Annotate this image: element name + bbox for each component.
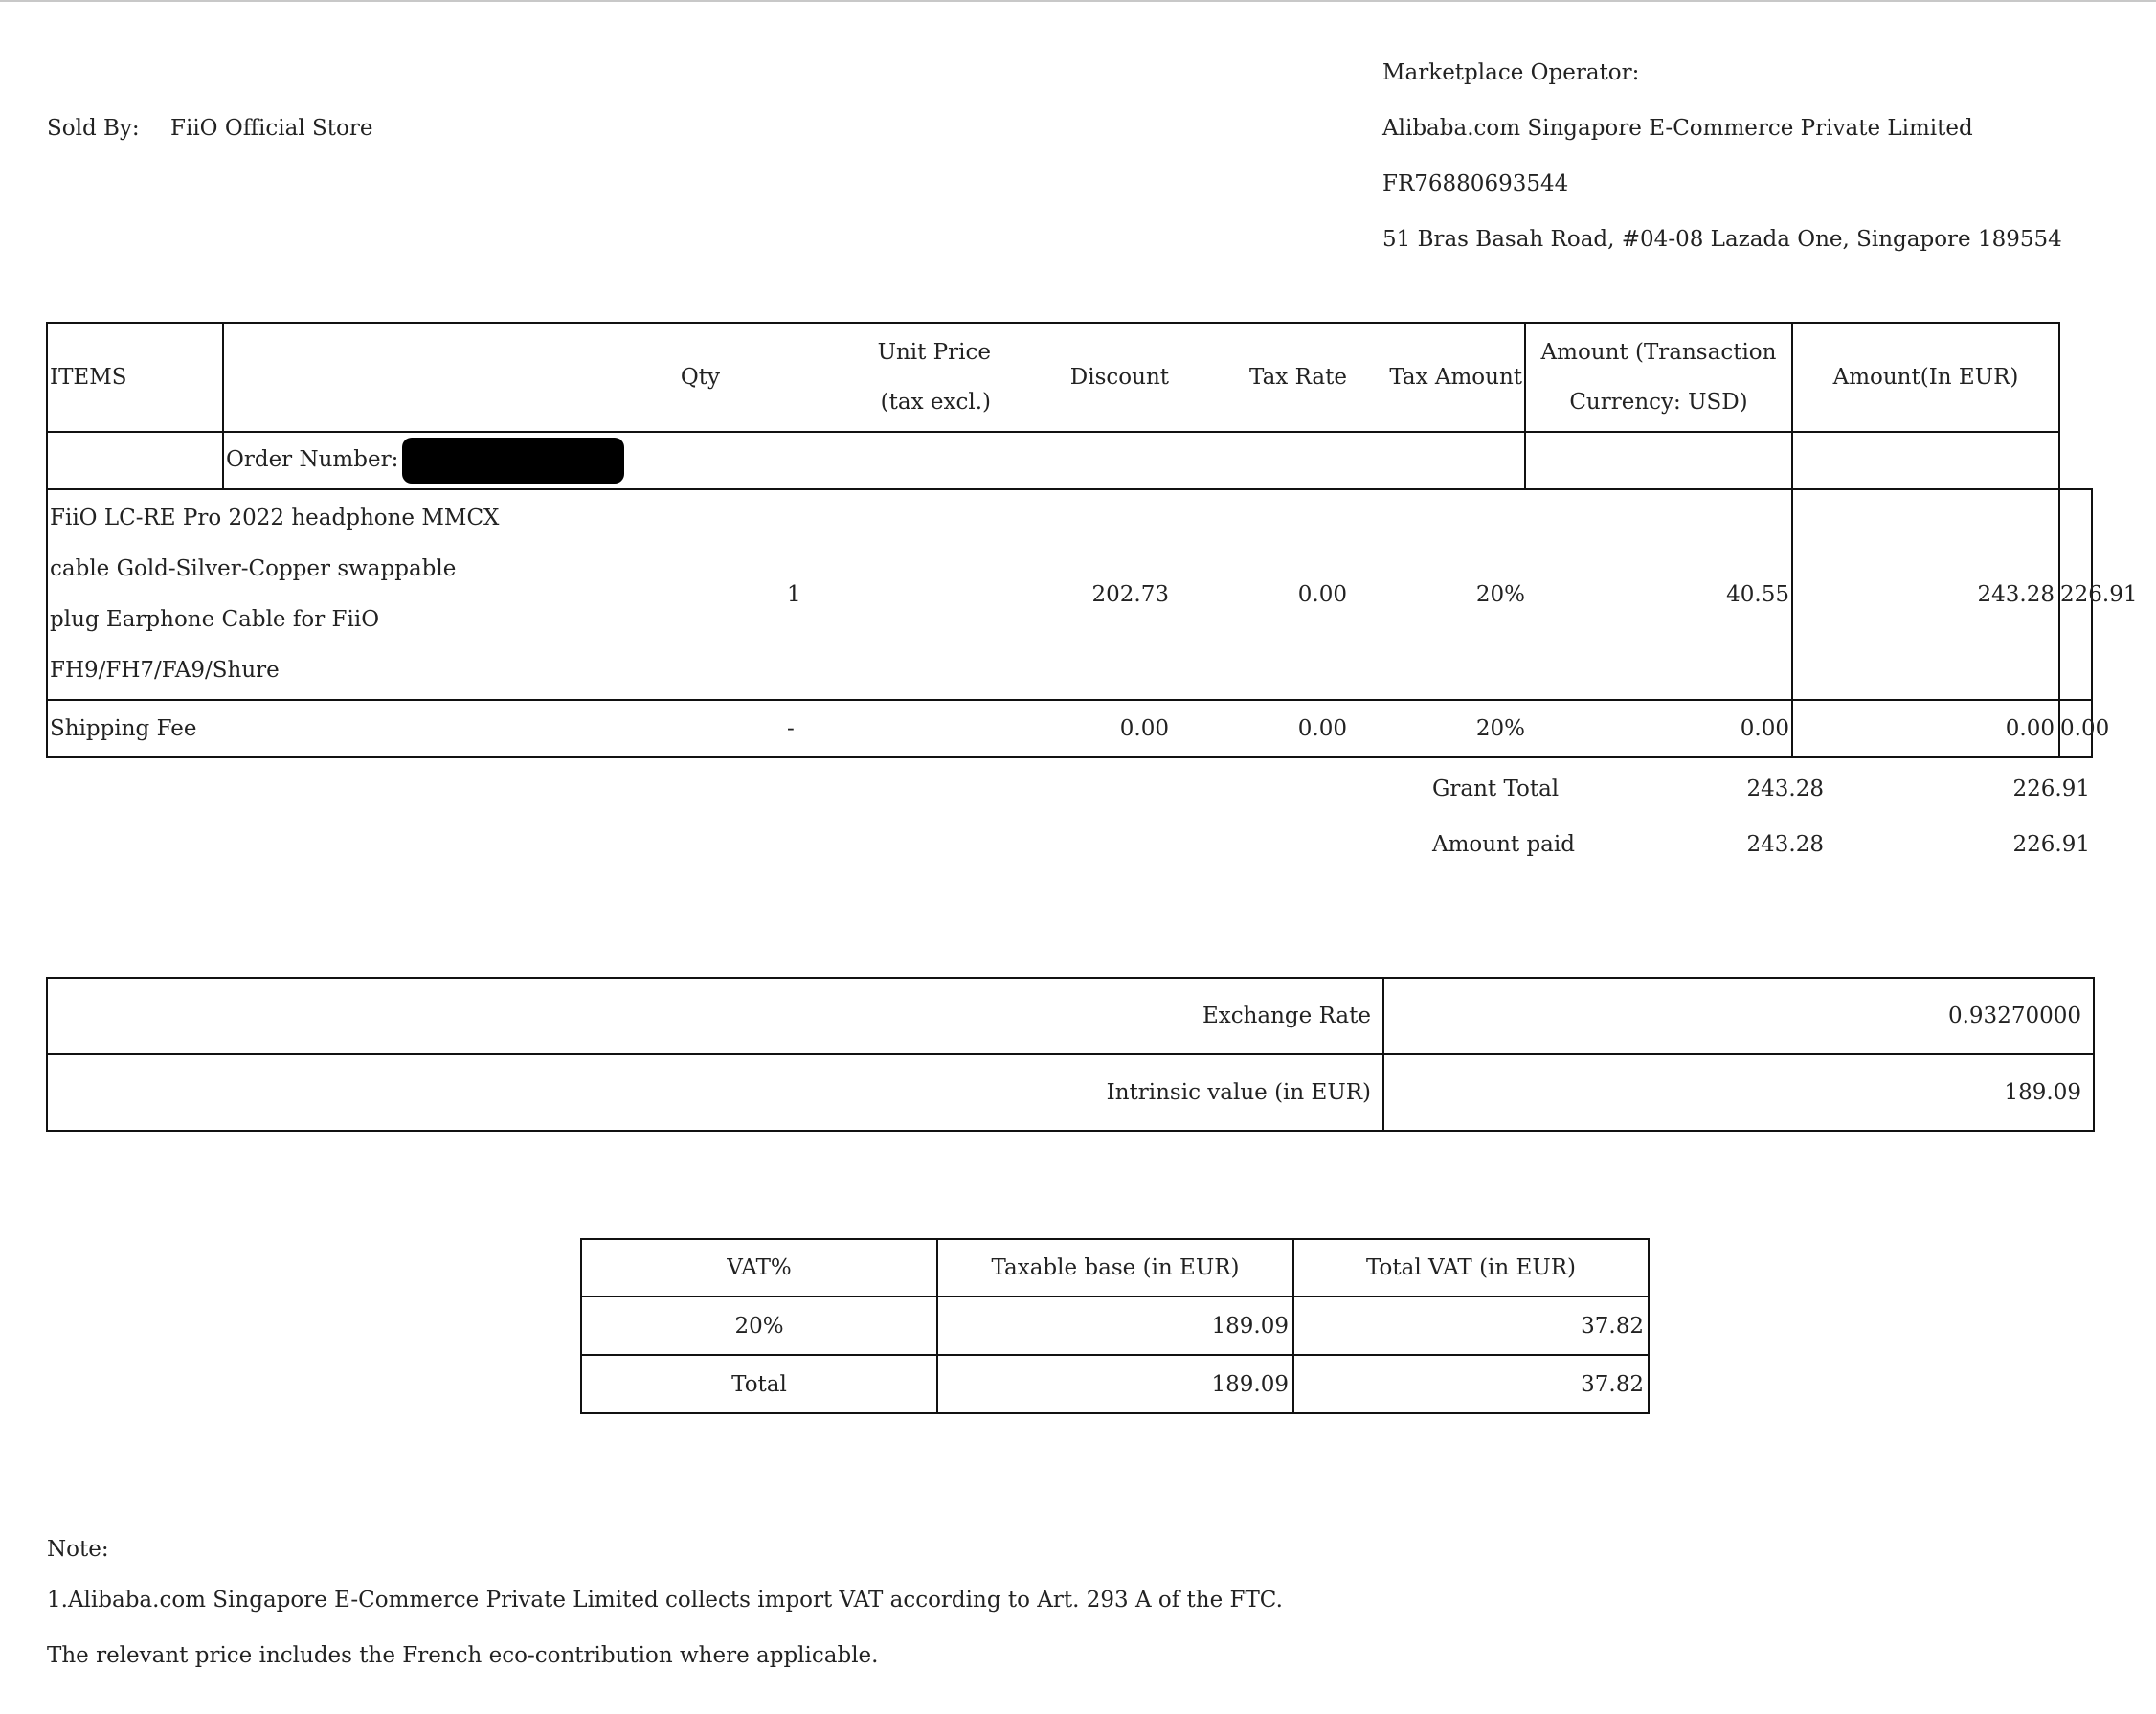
shipping-label: Shipping Fee: [47, 700, 747, 757]
qty-header: Qty: [223, 323, 747, 432]
product-tax-rate: 20%: [1347, 489, 1525, 700]
items-header: ITEMS: [47, 323, 223, 432]
amount-eur-header: Amount(In EUR): [1792, 323, 2059, 432]
items-table: [46, 322, 2138, 758]
tax-rate-header: Tax Rate: [1169, 323, 1347, 432]
note-title: Note:: [47, 1537, 109, 1562]
product-description: [47, 489, 747, 700]
product-desc-line: FH9/FH7/FA9/Shure: [50, 658, 280, 683]
exchange-rate-value: 0.93270000: [1383, 978, 2094, 1054]
taxable-base-cell: 189.09: [937, 1297, 1293, 1355]
vat-percent-header: VAT%: [581, 1239, 937, 1297]
unit-price-header: Unit Price (tax excl.): [747, 323, 991, 432]
vat-row: [581, 1297, 1649, 1355]
items-header-row: [47, 323, 2092, 432]
shipping-qty: -: [747, 700, 991, 757]
product-desc-line: cable Gold-Silver-Copper swappable: [50, 556, 457, 581]
total-vat-total: 37.82: [1293, 1355, 1649, 1413]
total-vat-header: Total VAT (in EUR): [1293, 1239, 1649, 1297]
product-qty: 1: [747, 489, 991, 700]
vat-table: [580, 1238, 1650, 1414]
amount-paid-eur: 226.91: [2012, 832, 2090, 857]
vat-rate-cell: 20%: [581, 1297, 937, 1355]
exchange-rate-label: Exchange Rate: [47, 978, 1383, 1054]
shipping-tax-rate: 20%: [1347, 700, 1525, 757]
product-unit-price: 202.73: [991, 489, 1169, 700]
note-line-1: 1.Alibaba.com Singapore E-Commerce Private Limited collects import VAT according to Art. 293 A of the FTC.: [47, 1588, 1283, 1613]
product-desc-line: FiiO LC-RE Pro 2022 headphone MMCX: [50, 506, 500, 530]
amount-paid-label: Amount paid: [1432, 832, 1575, 857]
total-vat-cell: 37.82: [1293, 1297, 1649, 1355]
tax-amount-header: Tax Amount: [1347, 323, 1525, 432]
order-number-row: [47, 432, 2092, 489]
amount-paid-tc: 243.28: [1746, 832, 1824, 857]
product-desc-line: plug Earphone Cable for FiiO: [50, 607, 380, 632]
exchange-rate-row: [47, 978, 2094, 1054]
grant-total-eur: 226.91: [2012, 777, 2090, 801]
product-amount-tc: 243.28: [1792, 489, 2059, 700]
sold-by-value: FiiO Official Store: [170, 116, 373, 141]
taxable-base-header: Taxable base (in EUR): [937, 1239, 1293, 1297]
shipping-amount-tc: 0.00: [1792, 700, 2059, 757]
order-number-cell: [223, 432, 1525, 489]
note-line-2: The relevant price includes the French eco-contribution where applicable.: [47, 1643, 879, 1668]
intrinsic-value-label: Intrinsic value (in EUR): [47, 1054, 1383, 1131]
product-amount-eur: 226.91: [2059, 489, 2092, 700]
order-number-spacer: [47, 432, 223, 489]
grant-total-label: Grant Total: [1432, 777, 1560, 801]
shipping-discount: 0.00: [1169, 700, 1347, 757]
exchange-table: [46, 977, 2095, 1132]
shipping-row: [47, 700, 2092, 757]
product-discount: 0.00: [1169, 489, 1347, 700]
operator-address: 51 Bras Basah Road, #04-08 Lazada One, Singapore 189554: [1382, 227, 2062, 252]
vat-header-row: [581, 1239, 1649, 1297]
product-tax-amount: 40.55: [1525, 489, 1792, 700]
product-row: [47, 489, 2092, 700]
operator-vat-number: FR76880693544: [1382, 171, 1569, 196]
taxable-base-total: 189.09: [937, 1355, 1293, 1413]
amount-tc-header: Amount (Transaction Currency: USD): [1525, 323, 1792, 432]
operator-name: Alibaba.com Singapore E-Commerce Private Limited: [1382, 116, 1973, 141]
vat-total-row: [581, 1355, 1649, 1413]
discount-header: Discount: [991, 323, 1169, 432]
vat-total-label: Total: [581, 1355, 937, 1413]
operator-label: Marketplace Operator:: [1382, 60, 1640, 85]
intrinsic-value: 189.09: [1383, 1054, 2094, 1131]
shipping-tax-amount: 0.00: [1525, 700, 1792, 757]
sold-by-label: Sold By:: [47, 116, 140, 141]
top-border: [0, 0, 2156, 2]
order-number-label: Order Number:: [226, 447, 399, 472]
intrinsic-value-row: [47, 1054, 2094, 1131]
order-number-empty-tc: [1525, 432, 1792, 489]
shipping-amount-eur: 0.00: [2059, 700, 2092, 757]
order-number-empty-eur: [1792, 432, 2059, 489]
shipping-unit-price: 0.00: [991, 700, 1169, 757]
redacted-order-number: [402, 438, 624, 484]
grant-total-tc: 243.28: [1746, 777, 1824, 801]
